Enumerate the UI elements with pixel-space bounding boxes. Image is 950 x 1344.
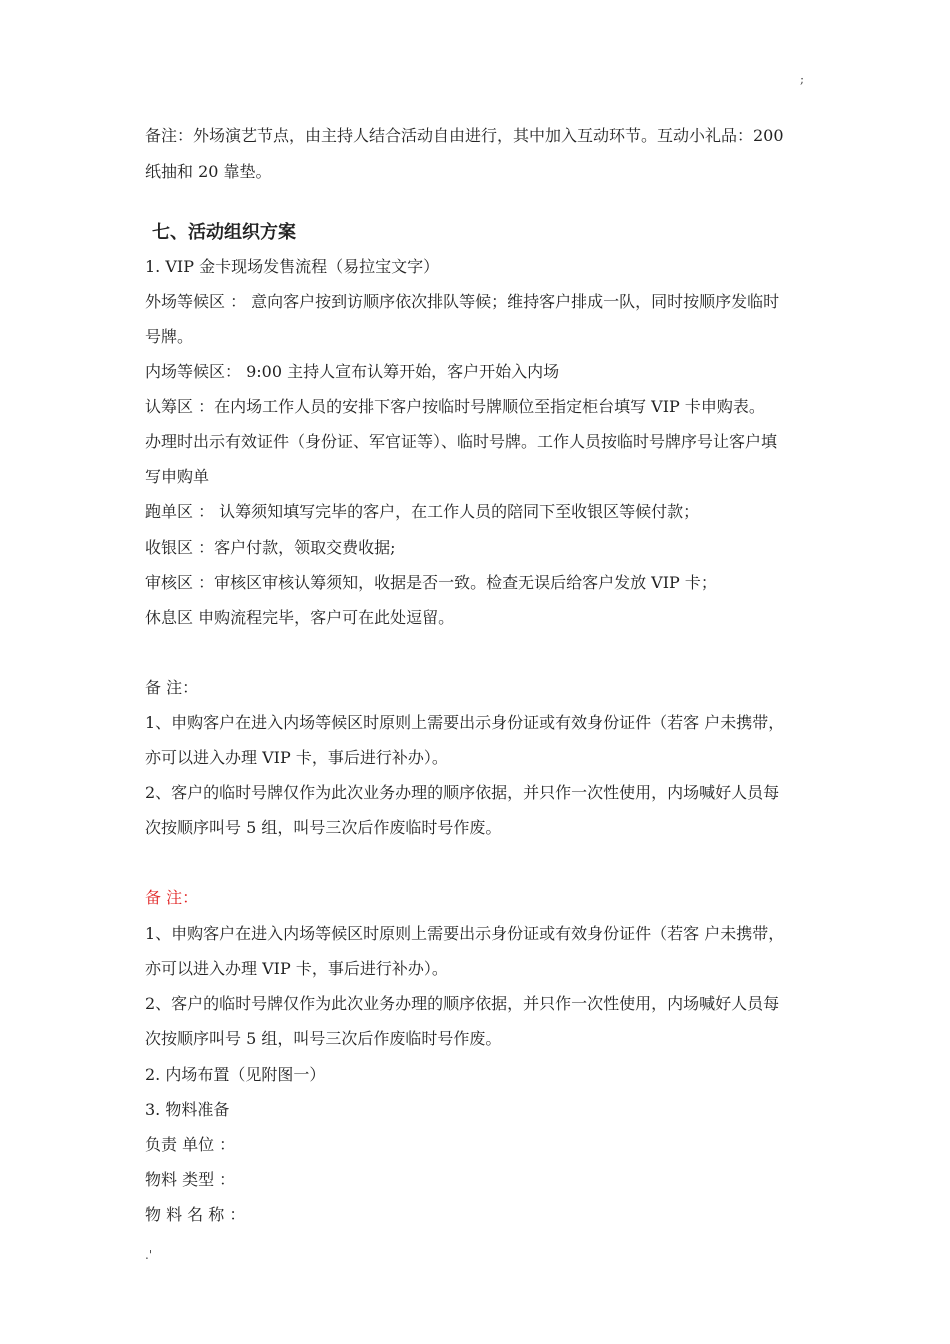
notes-a-item-2-line-2: 次按顺序叫号 5 组，叫号三次后作废临时号作废。: [145, 818, 502, 837]
subsection-1-title: 1. VIP 金卡现场发售流程（易拉宝文字）: [145, 257, 440, 276]
notes-a-label: 备 注：: [145, 678, 199, 697]
material-type-label: 物料 类型 ：: [145, 1170, 236, 1189]
corner-mark-bottom: .': [145, 1248, 153, 1262]
section-7-title: 七、活动组织方案: [152, 222, 296, 243]
subscription-line-1: 认筹区 ：在内场工作人员的安排下客户按临时号牌顺位至指定柜台填写 VIP 卡申购表。: [145, 397, 765, 416]
runner-area-line: 跑单区 ： 认筹须知填写完毕的客户，在工作人员的陪同下至收银区等候付款；: [145, 502, 700, 521]
note-top-line-2: 纸抽和 20 靠垫。: [145, 162, 272, 181]
notes-a-item-2-line-1: 2、客户的临时号牌仅作为此次业务办理的顺序依据，并只作一次性使用，内场喊好人员每: [145, 783, 780, 802]
subscription-line-2: 办理时出示有效证件（身份证、军官证等）、临时号牌。工作人员按临时号牌序号让客户填: [145, 432, 778, 451]
subsection-3-title: 3. 物料准备: [145, 1100, 230, 1119]
notes-a-item-1-line-1: 1、申购客户在进入内场等候区时原则上需要出示身份证或有效身份证件（若客 户未携带，: [145, 713, 785, 732]
notes-b-item-2-line-2: 次按顺序叫号 5 组，叫号三次后作废临时号作废。: [145, 1029, 502, 1048]
responsible-unit-label: 负责 单位 ：: [145, 1135, 236, 1154]
note-top-line-1: 备注：外场演艺节点，由主持人结合活动自由进行，其中加入互动环节。互动小礼品：200: [145, 126, 784, 145]
inner-waiting-line: 内场等候区： 9:00 主持人宣布认筹开始，客户开始入内场: [145, 362, 560, 381]
notes-b-label: 备 注：: [145, 888, 199, 907]
review-area-line: 审核区 ：审核区审核认筹须知，收据是否一致。检查无误后给客户发放 VIP 卡；: [145, 573, 717, 592]
subscription-line-3: 写申购单: [145, 467, 210, 486]
outer-waiting-line-1: 外场等候区 ： 意向客户按到访顺序依次排队等候；维持客户排成一队，同时按顺序发临时: [145, 292, 780, 311]
outer-waiting-line-2: 号牌。: [145, 327, 194, 346]
notes-a-item-1-line-2: 亦可以进入办理 VIP 卡，事后进行补办）。: [145, 748, 448, 767]
corner-mark-top: ;: [800, 72, 805, 86]
notes-b-item-1-line-2: 亦可以进入办理 VIP 卡，事后进行补办）。: [145, 959, 448, 978]
subsection-2-title: 2. 内场布置（见附图一）: [145, 1065, 326, 1084]
notes-b-item-1-line-1: 1、申购客户在进入内场等候区时原则上需要出示身份证或有效身份证件（若客 户未携带，: [145, 924, 785, 943]
material-name-label: 物 料 名 称 ：: [145, 1205, 246, 1224]
cashier-area-line: 收银区 ：客户付款，领取交费收据;: [145, 538, 396, 557]
rest-area-line: 休息区 申购流程完毕，客户可在此处逗留。: [145, 608, 455, 627]
notes-b-item-2-line-1: 2、客户的临时号牌仅作为此次业务办理的顺序依据，并只作一次性使用，内场喊好人员每: [145, 994, 780, 1013]
